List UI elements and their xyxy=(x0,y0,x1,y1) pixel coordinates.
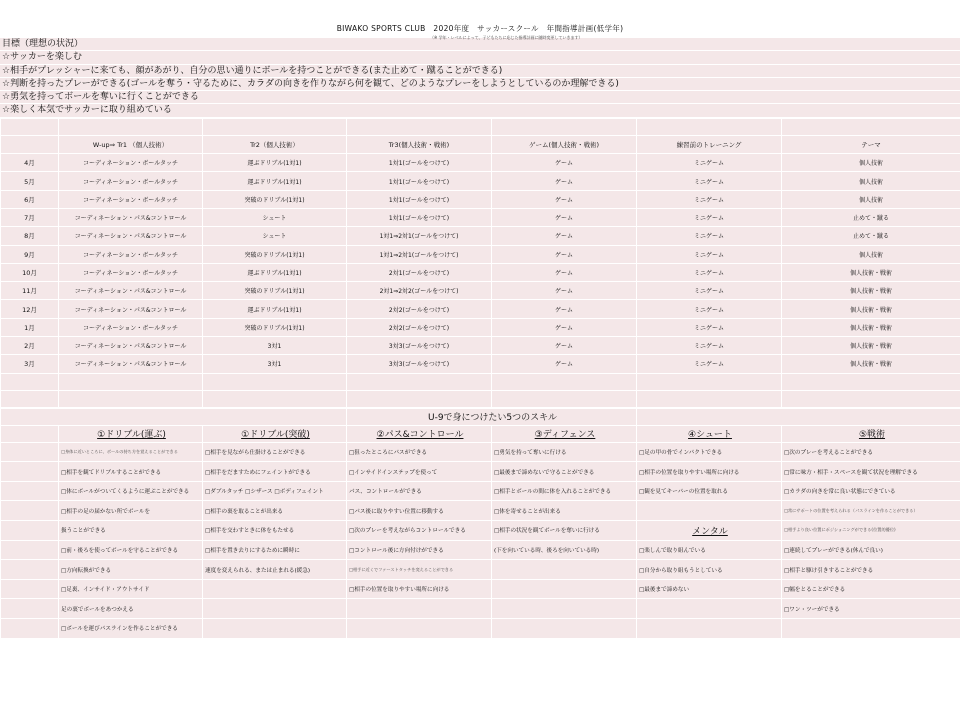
skills-title-row xyxy=(1,408,960,425)
plan-row xyxy=(1,300,960,318)
goals-heading: 目標（理想の状況） xyxy=(0,38,960,51)
skill-item-cell: □ボールを運びパスラインを作ることができる xyxy=(59,618,203,638)
plan-cell: ミニゲーム xyxy=(637,208,782,226)
blank-row xyxy=(1,373,960,390)
skill-item-cell xyxy=(347,599,492,619)
monthly-plan-table xyxy=(0,118,960,408)
plan-cell: 個人技術・戦術 xyxy=(782,318,960,336)
plan-cell: 運ぶドリブル(1対1) xyxy=(203,263,347,281)
plan-cell: ゲーム xyxy=(492,208,637,226)
skill-item-cell: □勇気を持って奪いに行ける xyxy=(492,442,637,462)
empty-cell xyxy=(1,390,59,407)
plan-cell: 突破のドリブル(1対1) xyxy=(203,282,347,300)
empty-cell xyxy=(1,462,59,482)
skills-row xyxy=(1,560,960,580)
skill-item-cell xyxy=(492,618,637,638)
skill-item-cell: □身体に近いところに、ボールの持ち方を覚えることができる xyxy=(59,442,203,462)
plan-cell: 止めて・蹴る xyxy=(782,208,960,226)
skills-row xyxy=(1,442,960,462)
skill-item-cell: □方向転換ができる xyxy=(59,560,203,580)
plan-cell: コーディネーション・パス&コントロール xyxy=(59,282,203,300)
skill-item-cell: パス、コントロールができる xyxy=(347,481,492,501)
plan-cell: ゲーム xyxy=(492,245,637,263)
skill-item-cell: □カラダの向きを常に良い状態にできている xyxy=(782,481,960,501)
skill-item-cell: □相手と駆け引きすることができる xyxy=(782,560,960,580)
skills-row xyxy=(1,521,960,541)
month-cell: 3月 xyxy=(1,355,59,373)
skill-item-cell xyxy=(637,599,782,619)
skill-item-cell: □パス後に取りやすい位置に移動する xyxy=(347,501,492,521)
plan-cell: ゲーム xyxy=(492,172,637,190)
skill-item-cell: □相手を見ながら仕掛けることができる xyxy=(203,442,347,462)
skill-item-cell: □相手を置き去りにするために瞬時に xyxy=(203,540,347,560)
skill-item-cell: □観を見てキーパーの位置を取れる xyxy=(637,481,782,501)
plan-row xyxy=(1,227,960,245)
plan-cell: 個人技術・戦術 xyxy=(782,300,960,318)
skill-item-cell xyxy=(492,579,637,599)
plan-cell: ゲーム xyxy=(492,190,637,208)
plan-cell: 個人技術・戦術 xyxy=(782,282,960,300)
annual-plan-sheet xyxy=(0,22,960,639)
skill-item-cell: □自分から取り組もうとしている xyxy=(637,560,782,580)
plan-cell: 3対1 xyxy=(203,355,347,373)
plan-cell: 突破のドリブル(1対1) xyxy=(203,245,347,263)
plan-cell: ミニゲーム xyxy=(637,318,782,336)
skill-item-cell: メンタル xyxy=(637,521,782,541)
skill-item-cell: □幅をとることができる xyxy=(782,579,960,599)
skill-item-cell: □体を寄せることが出来る xyxy=(492,501,637,521)
goal-item: ☆楽しく本気でサッカーに取り組めている xyxy=(0,104,960,117)
plan-cell: コーディネーション・パス&コントロール xyxy=(59,300,203,318)
plan-cell: 突破のドリブル(1対1) xyxy=(203,318,347,336)
plan-row xyxy=(1,208,960,226)
blank-row xyxy=(1,390,960,407)
skill-category-header: ②パス&コントロール xyxy=(347,425,492,442)
month-cell: 10月 xyxy=(1,263,59,281)
skill-item-cell: (下を向いている時、後ろを向いている時) xyxy=(492,540,637,560)
skill-category-header: ④シュート xyxy=(637,425,782,442)
skill-item-cell: □常にサポートの位置を考えられる（パスラインを作ることができる） xyxy=(782,501,960,521)
plan-header-cell: テーマ xyxy=(782,135,960,153)
plan-cell: 個人技術 xyxy=(782,154,960,172)
goals-section xyxy=(0,38,960,118)
plan-cell: コーディネーション・ボールタッチ xyxy=(59,318,203,336)
empty-cell xyxy=(347,118,492,135)
plan-cell: 1対1(ゴールをつけて) xyxy=(347,172,492,190)
plan-cell: 1対1(ゴールをつけて) xyxy=(347,208,492,226)
skill-category-header: ③ディフェンス xyxy=(492,425,637,442)
skill-item-cell: □相手より良い位置にポジショニングができる(位置的優位) xyxy=(782,521,960,541)
plan-row xyxy=(1,190,960,208)
month-cell: 6月 xyxy=(1,190,59,208)
empty-cell xyxy=(59,390,203,407)
plan-row xyxy=(1,263,960,281)
skill-item-cell: □最後まで諦めないで守ることができる xyxy=(492,462,637,482)
plan-cell: ミニゲーム xyxy=(637,300,782,318)
skill-item-cell: □相手をだますためにフェイントができる xyxy=(203,462,347,482)
empty-cell xyxy=(492,390,637,407)
plan-cell: 2対2(ゴールをつけて) xyxy=(347,318,492,336)
month-cell: 2月 xyxy=(1,337,59,355)
empty-cell xyxy=(782,390,960,407)
skill-item-cell: □足裏、インサイド・アウトサイド xyxy=(59,579,203,599)
empty-cell xyxy=(1,501,59,521)
plan-cell: 運ぶドリブル(1対1) xyxy=(203,154,347,172)
skill-item-cell: □次のプレーを考えながらコントロールできる xyxy=(347,521,492,541)
plan-cell: ゲーム xyxy=(492,227,637,245)
plan-cell: ゲーム xyxy=(492,300,637,318)
skill-item-cell: □前・後ろを使ってボールを守ることができる xyxy=(59,540,203,560)
plan-cell: 個人技術 xyxy=(782,172,960,190)
plan-cell: 3対3(ゴールをつけて) xyxy=(347,355,492,373)
plan-cell: 運ぶドリブル(1対1) xyxy=(203,300,347,318)
empty-cell xyxy=(1,560,59,580)
month-cell: 7月 xyxy=(1,208,59,226)
empty-cell xyxy=(1,481,59,501)
empty-cell xyxy=(59,373,203,390)
plan-cell: コーディネーション・パス&コントロール xyxy=(59,208,203,226)
plan-cell: シュート xyxy=(203,208,347,226)
plan-cell: 1対1(ゴールをつけて) xyxy=(347,190,492,208)
plan-cell: コーディネーション・パス&コントロール xyxy=(59,337,203,355)
plan-cell: 止めて・蹴る xyxy=(782,227,960,245)
empty-cell xyxy=(1,373,59,390)
skill-item-cell: □相手を観てドリブルすることができる xyxy=(59,462,203,482)
goal-item: ☆判断を持ったプレーができる(ゴールを奪う・守るために、カラダの向きを作りながら何を観て、どのようなプレーをしようとしているのか理解できる) xyxy=(0,78,960,91)
skill-item-cell: □最後まで諦めない xyxy=(637,579,782,599)
plan-cell: ミニゲーム xyxy=(637,154,782,172)
skill-item-cell: □相手を交わすときに体をもたせる xyxy=(203,521,347,541)
plan-cell: 個人技術・戦術 xyxy=(782,355,960,373)
skills-table xyxy=(0,408,960,639)
skill-item-cell xyxy=(347,618,492,638)
plan-cell: コーディネーション・パス&コントロール xyxy=(59,227,203,245)
skill-item-cell: □相手の状況を観てボールを奪いに行ける xyxy=(492,521,637,541)
empty-cell xyxy=(1,442,59,462)
plan-header-cell: Tr3(個人技術・戦術) xyxy=(347,135,492,153)
month-cell: 1月 xyxy=(1,318,59,336)
skills-row xyxy=(1,481,960,501)
month-cell: 8月 xyxy=(1,227,59,245)
blank-row xyxy=(1,118,960,135)
month-cell: 4月 xyxy=(1,154,59,172)
plan-row xyxy=(1,245,960,263)
skills-row xyxy=(1,579,960,599)
empty-cell xyxy=(492,118,637,135)
skill-item-cell xyxy=(203,599,347,619)
plan-row xyxy=(1,172,960,190)
empty-cell xyxy=(203,390,347,407)
empty-cell xyxy=(782,118,960,135)
plan-row xyxy=(1,337,960,355)
plan-cell: コーディネーション・ボールタッチ xyxy=(59,172,203,190)
empty-cell xyxy=(1,599,59,619)
skill-item-cell: □相手の位置を取りやすい場所に向ける xyxy=(347,579,492,599)
empty-cell xyxy=(203,118,347,135)
plan-header-cell: Tr2（個人技術） xyxy=(203,135,347,153)
skill-item-cell: □相手とボールの間に体を入れることができる xyxy=(492,481,637,501)
plan-row xyxy=(1,355,960,373)
plan-cell: コーディネーション・ボールタッチ xyxy=(59,245,203,263)
skills-row xyxy=(1,599,960,619)
plan-cell: ゲーム xyxy=(492,154,637,172)
plan-header-cell: 練習前のトレーニング xyxy=(637,135,782,153)
skill-item-cell xyxy=(782,618,960,638)
empty-cell xyxy=(347,373,492,390)
skill-item-cell: □足の甲の骨でインパクトできる xyxy=(637,442,782,462)
plan-cell: コーディネーション・パス&コントロール xyxy=(59,355,203,373)
plan-cell: ミニゲーム xyxy=(637,245,782,263)
skills-row xyxy=(1,501,960,521)
skill-item-cell: □次のプレーを考えることができる xyxy=(782,442,960,462)
skill-item-cell: □楽しんで取り組んでいる xyxy=(637,540,782,560)
plan-row xyxy=(1,154,960,172)
plan-cell: ミニゲーム xyxy=(637,355,782,373)
empty-cell xyxy=(637,408,960,425)
plan-cell: ミニゲーム xyxy=(637,337,782,355)
skill-item-cell: □コントロール後に方向付けができる xyxy=(347,540,492,560)
empty-cell xyxy=(203,373,347,390)
month-cell: 12月 xyxy=(1,300,59,318)
skill-category-header: ⑤戦術 xyxy=(782,425,960,442)
plan-cell: 個人技術・戦術 xyxy=(782,337,960,355)
skill-item-cell: 速度を変えられる、または止まれる(緩急) xyxy=(203,560,347,580)
plan-row xyxy=(1,318,960,336)
empty-cell xyxy=(782,373,960,390)
plan-header-cell xyxy=(1,135,59,153)
plan-cell: ミニゲーム xyxy=(637,190,782,208)
empty-cell xyxy=(492,373,637,390)
sheet-title: BIWAKO SPORTS CLUB 2020年度 サッカースクール 年間指導計画(低学年) xyxy=(0,22,960,38)
plan-cell: 突破のドリブル(1対1) xyxy=(203,190,347,208)
skills-row xyxy=(1,540,960,560)
plan-cell: コーディネーション・ボールタッチ xyxy=(59,263,203,281)
plan-row xyxy=(1,282,960,300)
plan-header-cell: ゲーム(個人技術・戦術) xyxy=(492,135,637,153)
plan-cell: 1対1⇒2対1(ゴールをつけて) xyxy=(347,227,492,245)
plan-cell: ゲーム xyxy=(492,282,637,300)
plan-header-cell: W-up⇒ Tr1 （個人技術） xyxy=(59,135,203,153)
skill-category-header: ①ドリブル(突破) xyxy=(203,425,347,442)
plan-cell: 3対1 xyxy=(203,337,347,355)
plan-cell: 運ぶドリブル(1対1) xyxy=(203,172,347,190)
skill-item-cell: □ワン・ツーができる xyxy=(782,599,960,619)
plan-cell: 個人技術・戦術 xyxy=(782,263,960,281)
plan-header-row xyxy=(1,135,960,153)
plan-cell: ゲーム xyxy=(492,355,637,373)
plan-cell: ゲーム xyxy=(492,318,637,336)
plan-cell: ミニゲーム xyxy=(637,227,782,245)
skill-item-cell: □連続してプレーができる(休んで良い) xyxy=(782,540,960,560)
plan-cell: 2対2(ゴールをつけて) xyxy=(347,300,492,318)
skill-category-header: ①ドリブル(運ぶ) xyxy=(59,425,203,442)
skills-title: U-9で身につけたい5つのスキル xyxy=(347,408,637,425)
plan-cell: ミニゲーム xyxy=(637,172,782,190)
empty-cell xyxy=(1,540,59,560)
skill-item-cell xyxy=(637,618,782,638)
plan-cell: 個人技術 xyxy=(782,245,960,263)
empty-cell xyxy=(637,118,782,135)
empty-cell xyxy=(1,425,59,442)
skill-item-cell: □ダブルタッチ □シザース □ボディフェイント xyxy=(203,481,347,501)
skill-item-cell: □体にボールがついてくるように運ぶことができる xyxy=(59,481,203,501)
plan-cell: 1対1(ゴールをつけて) xyxy=(347,154,492,172)
skill-item-cell: □インサイドインステップを使って xyxy=(347,462,492,482)
plan-cell: ミニゲーム xyxy=(637,263,782,281)
skill-item-cell xyxy=(492,599,637,619)
plan-cell: シュート xyxy=(203,227,347,245)
empty-cell xyxy=(59,118,203,135)
month-cell: 9月 xyxy=(1,245,59,263)
plan-cell: コーディネーション・ボールタッチ xyxy=(59,154,203,172)
skill-item-cell xyxy=(492,560,637,580)
goal-item: ☆相手がプレッシャーに来ても、顔があがり、自分の思い通りにボールを持つことができる(また止めて・蹴ることができる) xyxy=(0,65,960,78)
plan-cell: 3対3(ゴールをつけて) xyxy=(347,337,492,355)
skill-item-cell: □相手の位置を取りやすい場所に向ける xyxy=(637,462,782,482)
empty-cell xyxy=(637,373,782,390)
empty-cell xyxy=(347,390,492,407)
goal-item: ☆サッカーを楽しむ xyxy=(0,51,960,64)
sheet-subnote: （※ 学年・レベルによって、子どもたちに応じた指導計画に随時変更していきます） xyxy=(430,35,583,40)
empty-cell xyxy=(1,521,59,541)
plan-cell: 個人技術 xyxy=(782,190,960,208)
skill-item-cell xyxy=(203,579,347,599)
plan-cell: コーディネーション・ボールタッチ xyxy=(59,190,203,208)
skills-row xyxy=(1,462,960,482)
skills-header-row xyxy=(1,425,960,442)
plan-cell: 2対1(ゴールをつけて) xyxy=(347,263,492,281)
skill-item-cell: 足の裏でボールをあつかえる xyxy=(59,599,203,619)
goal-item: ☆勇気を持ってボールを奪いに行くことができる xyxy=(0,91,960,104)
month-cell: 5月 xyxy=(1,172,59,190)
skills-row xyxy=(1,618,960,638)
skill-item-cell xyxy=(637,501,782,521)
empty-cell xyxy=(1,618,59,638)
empty-cell xyxy=(1,579,59,599)
plan-cell: ゲーム xyxy=(492,337,637,355)
plan-cell: ゲーム xyxy=(492,263,637,281)
empty-cell xyxy=(1,118,59,135)
plan-cell: 2対1⇒2対2(ゴールをつけて) xyxy=(347,282,492,300)
skill-item-cell xyxy=(203,618,347,638)
skill-item-cell: □相手に近くでファーストタッチを変えることができる xyxy=(347,560,492,580)
skill-item-cell: □狙ったところにパスができる xyxy=(347,442,492,462)
plan-cell: 1対1⇒2対1(ゴールをつけて) xyxy=(347,245,492,263)
skill-item-cell: □相手の裏を取ることが出来る xyxy=(203,501,347,521)
skill-item-cell: □常に味方・相手・スペースを観て状況を理解できる xyxy=(782,462,960,482)
skill-item-cell: □相手の足の届かない所でボールを xyxy=(59,501,203,521)
plan-cell: ミニゲーム xyxy=(637,282,782,300)
month-cell: 11月 xyxy=(1,282,59,300)
empty-cell xyxy=(637,390,782,407)
empty-cell xyxy=(1,408,347,425)
skill-item-cell: 扱うことができる xyxy=(59,521,203,541)
